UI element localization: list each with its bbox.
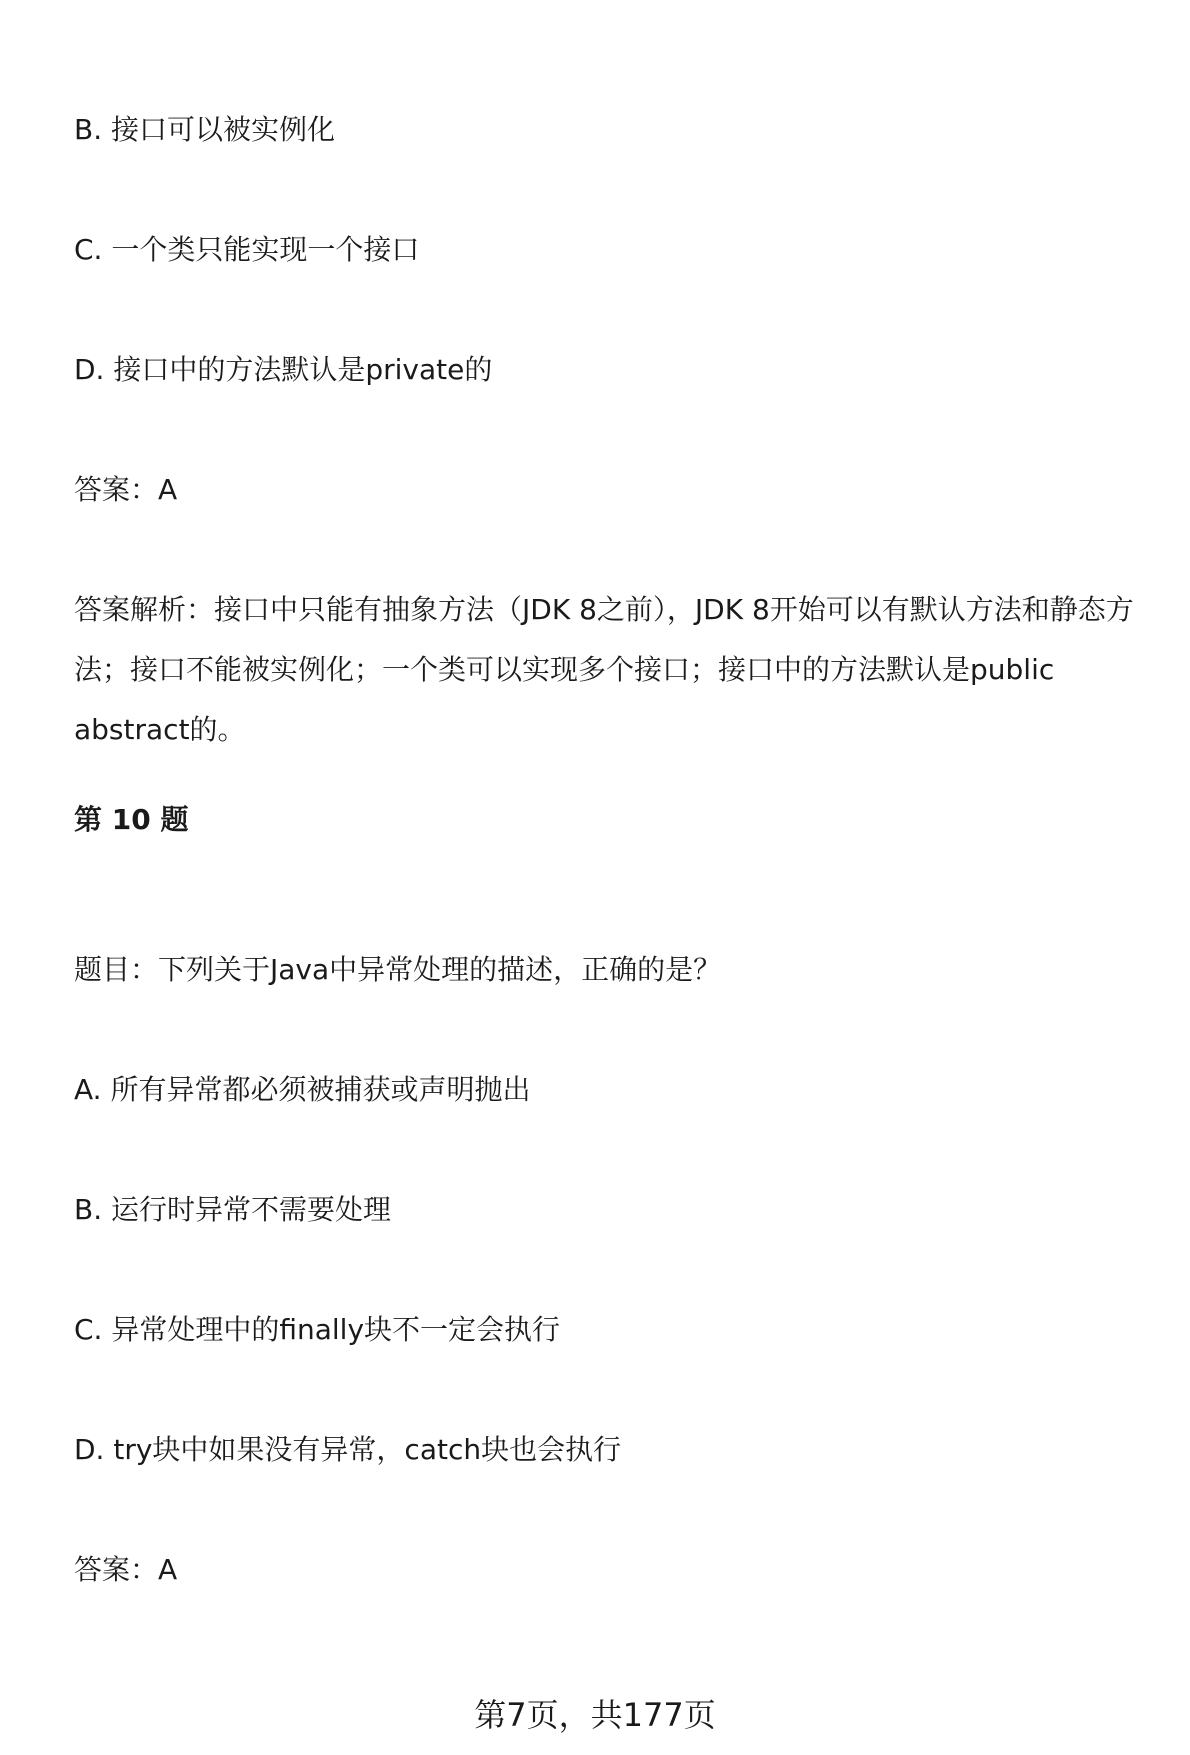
prev-explanation: 答案解析：接口中只能有抽象方法（JDK 8之前），JDK 8开始可以有默认方法和静态方法；接口不能被实例化；一个类可以实现多个接口；接口中的方法默认是public abstract的。 — [74, 593, 1134, 746]
prev-answer: 答案：A — [74, 473, 178, 506]
option-c: C. 异常处理中的finally块不一定会执行 — [74, 1313, 561, 1346]
prev-option-b: B. 接口可以被实例化 — [74, 113, 336, 146]
option-b: B. 运行时异常不需要处理 — [74, 1193, 392, 1226]
answer: 答案：A — [74, 1553, 178, 1586]
prev-option-c: C. 一个类只能实现一个接口 — [74, 233, 420, 266]
option-d: D. try块中如果没有异常，catch块也会执行 — [74, 1433, 622, 1466]
prev-option-d: D. 接口中的方法默认是private的 — [74, 353, 493, 386]
question-heading: 第 10 题 — [74, 803, 189, 836]
option-a: A. 所有异常都必须被捕获或声明抛出 — [74, 1073, 531, 1106]
question-stem: 题目：下列关于Java中异常处理的描述，正确的是？ — [74, 953, 722, 986]
page-indicator: 第7页，共177页 — [474, 1696, 716, 1734]
